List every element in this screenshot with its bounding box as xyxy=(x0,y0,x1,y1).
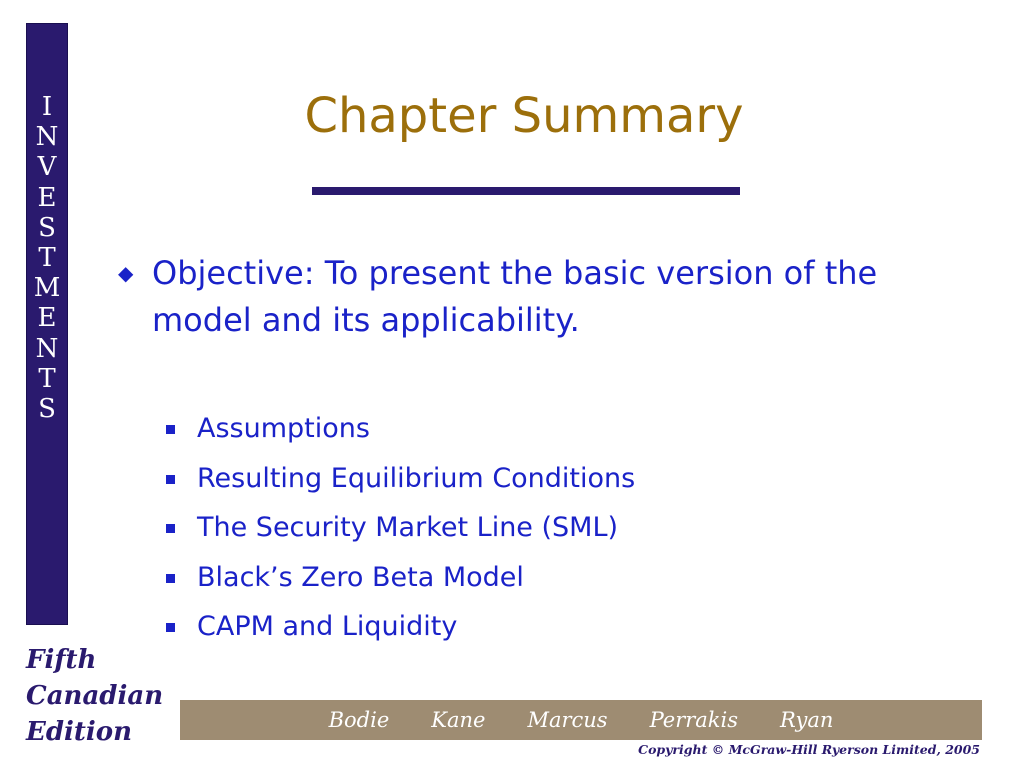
edition-line: Edition xyxy=(26,717,133,747)
sidebar-letter: N xyxy=(35,333,59,364)
author-name: Marcus xyxy=(527,708,608,732)
sub-bullet-item xyxy=(166,503,635,553)
sidebar-letter: T xyxy=(38,243,56,274)
sub-bullet-text: The Security Market Line (SML) xyxy=(197,512,619,543)
square-bullet-icon xyxy=(166,475,175,484)
square-bullet-icon xyxy=(166,574,175,583)
square-bullet-icon xyxy=(166,524,175,533)
authors-footer-bar xyxy=(180,700,982,740)
sub-bullet-item xyxy=(166,454,635,504)
sub-bullet-item xyxy=(166,553,635,603)
sidebar-letter: S xyxy=(38,212,56,243)
sub-bullet-text: Assumptions xyxy=(197,413,370,444)
sub-bullet-list xyxy=(166,404,635,652)
main-bullet xyxy=(118,250,948,344)
sidebar-letter: V xyxy=(37,152,57,183)
sidebar-letter: T xyxy=(38,363,56,394)
sidebar-letters xyxy=(27,92,67,424)
sub-bullet-text: Black’s Zero Beta Model xyxy=(197,561,524,593)
investments-sidebar xyxy=(26,23,68,625)
author-name: Bodie xyxy=(328,708,390,732)
author-name: Perrakis xyxy=(649,708,739,732)
edition-label xyxy=(26,642,163,750)
author-name: Kane xyxy=(431,708,486,732)
author-name: Ryan xyxy=(780,708,834,732)
edition-line: Fifth xyxy=(26,645,97,675)
sidebar-letter: M xyxy=(33,273,61,304)
edition-line: Canadian xyxy=(26,681,164,711)
slide-title: Chapter Summary xyxy=(304,88,744,144)
sidebar-letter: S xyxy=(38,394,56,425)
sidebar-letter: I xyxy=(41,92,53,122)
sub-bullet-text: CAPM and Liquidity xyxy=(197,611,458,642)
copyright-notice: Copyright © McGraw-Hill Ryerson Limited, 2005 xyxy=(638,742,980,757)
sidebar-letter: E xyxy=(37,303,57,334)
sidebar-letter: N xyxy=(35,122,59,153)
diamond-bullet-icon: ◆ xyxy=(118,261,134,285)
sub-bullet-item xyxy=(166,602,635,652)
square-bullet-icon xyxy=(166,623,175,632)
sub-bullet-item xyxy=(166,404,635,454)
main-bullet-text: Objective: To present the basic version of the model and its applicability. xyxy=(152,254,878,339)
sidebar-letter: E xyxy=(37,182,57,213)
square-bullet-icon xyxy=(166,425,175,434)
sub-bullet-text: Resulting Equilibrium Conditions xyxy=(197,462,636,494)
title-underline xyxy=(312,187,740,195)
